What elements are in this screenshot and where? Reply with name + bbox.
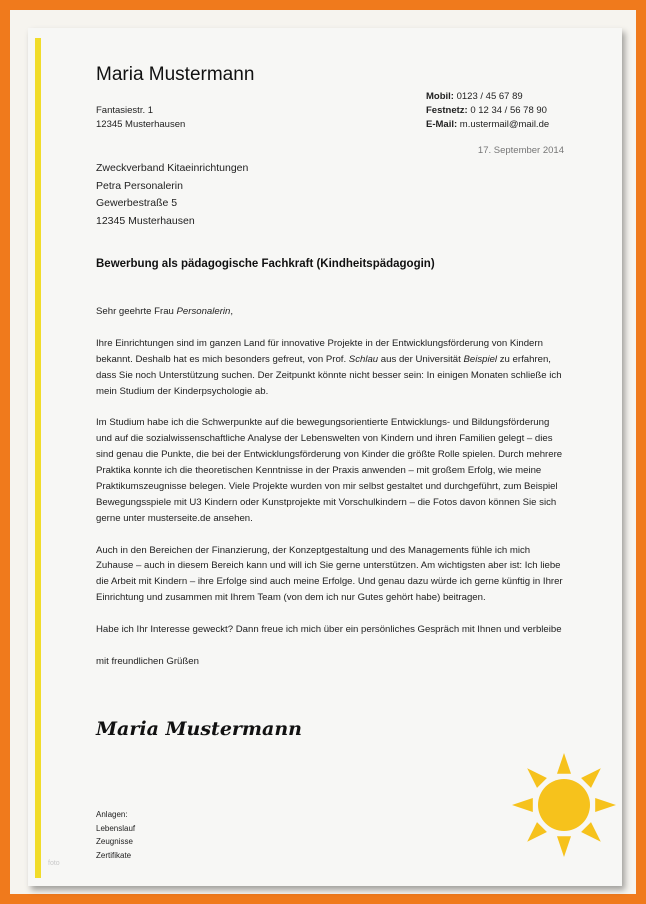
side-stripe [35,38,41,878]
letter-date: 17. September 2014 [477,145,564,156]
sender-street: Fantasiestr. 1 [96,105,154,116]
festnetz-value: 0 12 34 / 56 78 90 [470,105,547,116]
letter-body [96,304,566,686]
recipient-person: Petra Personalerin [96,179,183,192]
p1-part-d: Beispiel [463,353,498,365]
paragraph-2: Im Studium habe ich die Schwerpunkte auf die bewegungsorientierte Entwicklungs- und Bildungsförderung und auf die sozialwissenschaftliche Analyse der Lebenswelten von Kindern und ihren Familien gelegt – dies sind genau die Punkte, die bei der Entwicklungsförderung von Kinder die größte Rolle spielen. Durch mehrere Praktika konnte ich die theoretischen Kenntnisse in der Praxis anwenden – mit großem Erfolg, wie meine Praktikumszeugnisse belegen. Viele Projekte wurden von mir selbst gestaltet und durchgeführt, zum Beispiel Bewegungsspiele mit U3 Kindern oder Kunstprojekte mit Vorschulkindern – die Fotos davon können Sie sich gerne unter musterseite.de ansehen. [96,417,563,524]
mobil-label: Mobil: [426,91,454,102]
p1-part-c: aus der Universität [378,353,464,365]
sun-ray [527,822,547,842]
recipient-address [96,160,248,230]
sun-ray [557,753,571,774]
sun-ray [527,768,547,788]
sender-city: 12345 Musterhausen [96,119,186,130]
attachment-item: Zertifikate [96,851,132,861]
sun-ray [512,798,533,812]
salutation-suffix: , [230,306,234,317]
contact-email [426,118,549,132]
contact-festnetz [426,104,549,118]
sender-name: Maria Mustermann [96,64,255,85]
salutation [96,304,566,320]
recipient-city: 12345 Musterhausen [96,214,195,227]
page-frame [10,10,636,894]
recipient-org: Zweckverband Kitaeinrichtungen [96,162,249,174]
subject-line: Bewerbung als pädagogische Fachkraft (Kindheitspädagogin) [96,258,435,270]
letter-page [28,28,622,886]
mobil-value: 0123 / 45 67 89 [456,91,523,102]
attachment-item: Lebenslauf [96,823,136,833]
sun-icon [506,750,622,860]
paragraph-3: Auch in den Bereichen der Finanzierung, der Konzeptgestaltung und des Managements fühle ich mich Zuhause – auch in diesem Bereich kann und will ich Sie gerne unterstützen. Am wichtigsten aber ist: Ich liebe die Arbeit mit Kindern – ihre Erfolge sind auch meine Erfolge. Und genau dazu würde ich gerne künftig in Ihrer Einrichtung und zusammen mit Ihrem Team (von dem ich nur Gutes gehört habe) beitragen. [96,544,563,604]
watermark: foto [48,860,60,867]
attachments [96,808,135,863]
recipient-street: Gewerbestraße 5 [96,197,178,209]
contact-block [426,90,549,132]
signature: Maria Mustermann [96,718,302,740]
sun-ray [595,798,616,812]
salutation-name: Personalerin [176,306,231,317]
attachment-item: Zeugnisse [96,837,133,847]
sun-ray [557,836,571,857]
salutation-prefix: Sehr geehrte Frau [96,306,177,317]
sun-ray [581,822,601,842]
p1-part-b: Schlau [348,353,379,365]
contact-mobil [426,90,549,104]
sun-disc [538,779,590,831]
p1-part-a: Ihre Einrichtungen sind im ganzen Land für innovative Projekte in der Entwicklungsförderung von Kindern bekannt. Deshalb hat es mich besonders gefreut, von Prof. [96,337,543,365]
paragraph-4: Habe ich Ihr Interesse geweckt? Dann freue ich mich über ein persönliches Gespräch mit Ihnen und verbleibe [96,624,562,636]
email-label: E-Mail: [426,119,458,130]
sender-address [96,104,185,132]
festnetz-label: Festnetz: [426,105,468,116]
p1-part-e: zu erfahren, dass Sie noch Unterstützung suchen. Der Zeitpunkt könnte nicht besser sein: In einigen Monaten schließe ich mein Studium der Kinderpsychologie ab. [96,353,562,397]
attachments-label: Anlagen: [96,810,128,819]
closing: mit freundlichen Grüßen [96,655,199,667]
sun-ray [581,768,601,788]
email-value: m.ustermail@mail.de [459,119,550,130]
paragraph-1 [96,336,566,400]
